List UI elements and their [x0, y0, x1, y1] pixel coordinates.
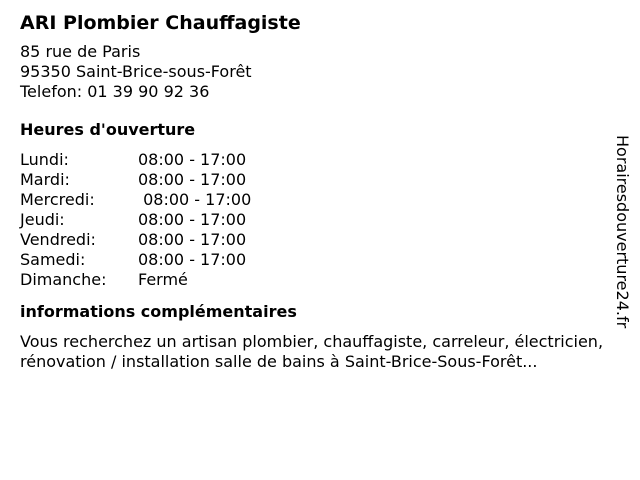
hours-time: 08:00 - 17:00	[138, 230, 247, 249]
hours-row-wednesday	[20, 190, 620, 210]
hours-time: 08:00 - 17:00	[138, 150, 247, 169]
hours-time: 08:00 - 17:00	[138, 170, 247, 189]
watermark-text: Horairesdouverture24.fr	[613, 135, 632, 329]
hours-day: Lundi:	[20, 150, 69, 169]
hours-row-friday	[20, 230, 620, 250]
hours-table	[20, 150, 620, 290]
hours-heading: Heures d'ouverture	[20, 120, 196, 139]
hours-row-tuesday	[20, 170, 620, 190]
hours-row-sunday	[20, 270, 620, 290]
business-card	[20, 10, 620, 372]
business-name: ARI Plombier Chauffagiste	[20, 12, 301, 34]
address-street: 85 rue de Paris	[20, 42, 141, 61]
hours-time: 08:00 - 17:00	[138, 190, 252, 209]
hours-day: Vendredi:	[20, 230, 96, 249]
hours-day: Mardi:	[20, 170, 70, 189]
info-heading: informations complémentaires	[20, 302, 297, 321]
address-city: 95350 Saint-Brice-sous-Forêt	[20, 62, 252, 81]
hours-row-monday	[20, 150, 620, 170]
hours-time: 08:00 - 17:00	[138, 250, 247, 269]
info-text: Vous recherchez un artisan plombier, chauffagiste, carreleur, électricien, rénovation / installation salle de bains à Saint-Brice-Sous-Forêt...	[20, 332, 604, 371]
hours-time: 08:00 - 17:00	[138, 210, 247, 229]
hours-day: Mercredi:	[20, 190, 95, 209]
address-block	[20, 42, 620, 102]
hours-time: Fermé	[138, 270, 188, 289]
hours-row-saturday	[20, 250, 620, 270]
hours-day: Jeudi:	[20, 210, 65, 229]
hours-day: Dimanche:	[20, 270, 107, 289]
hours-row-thursday	[20, 210, 620, 230]
hours-day: Samedi:	[20, 250, 86, 269]
phone-number: Telefon: 01 39 90 92 36	[20, 82, 210, 101]
